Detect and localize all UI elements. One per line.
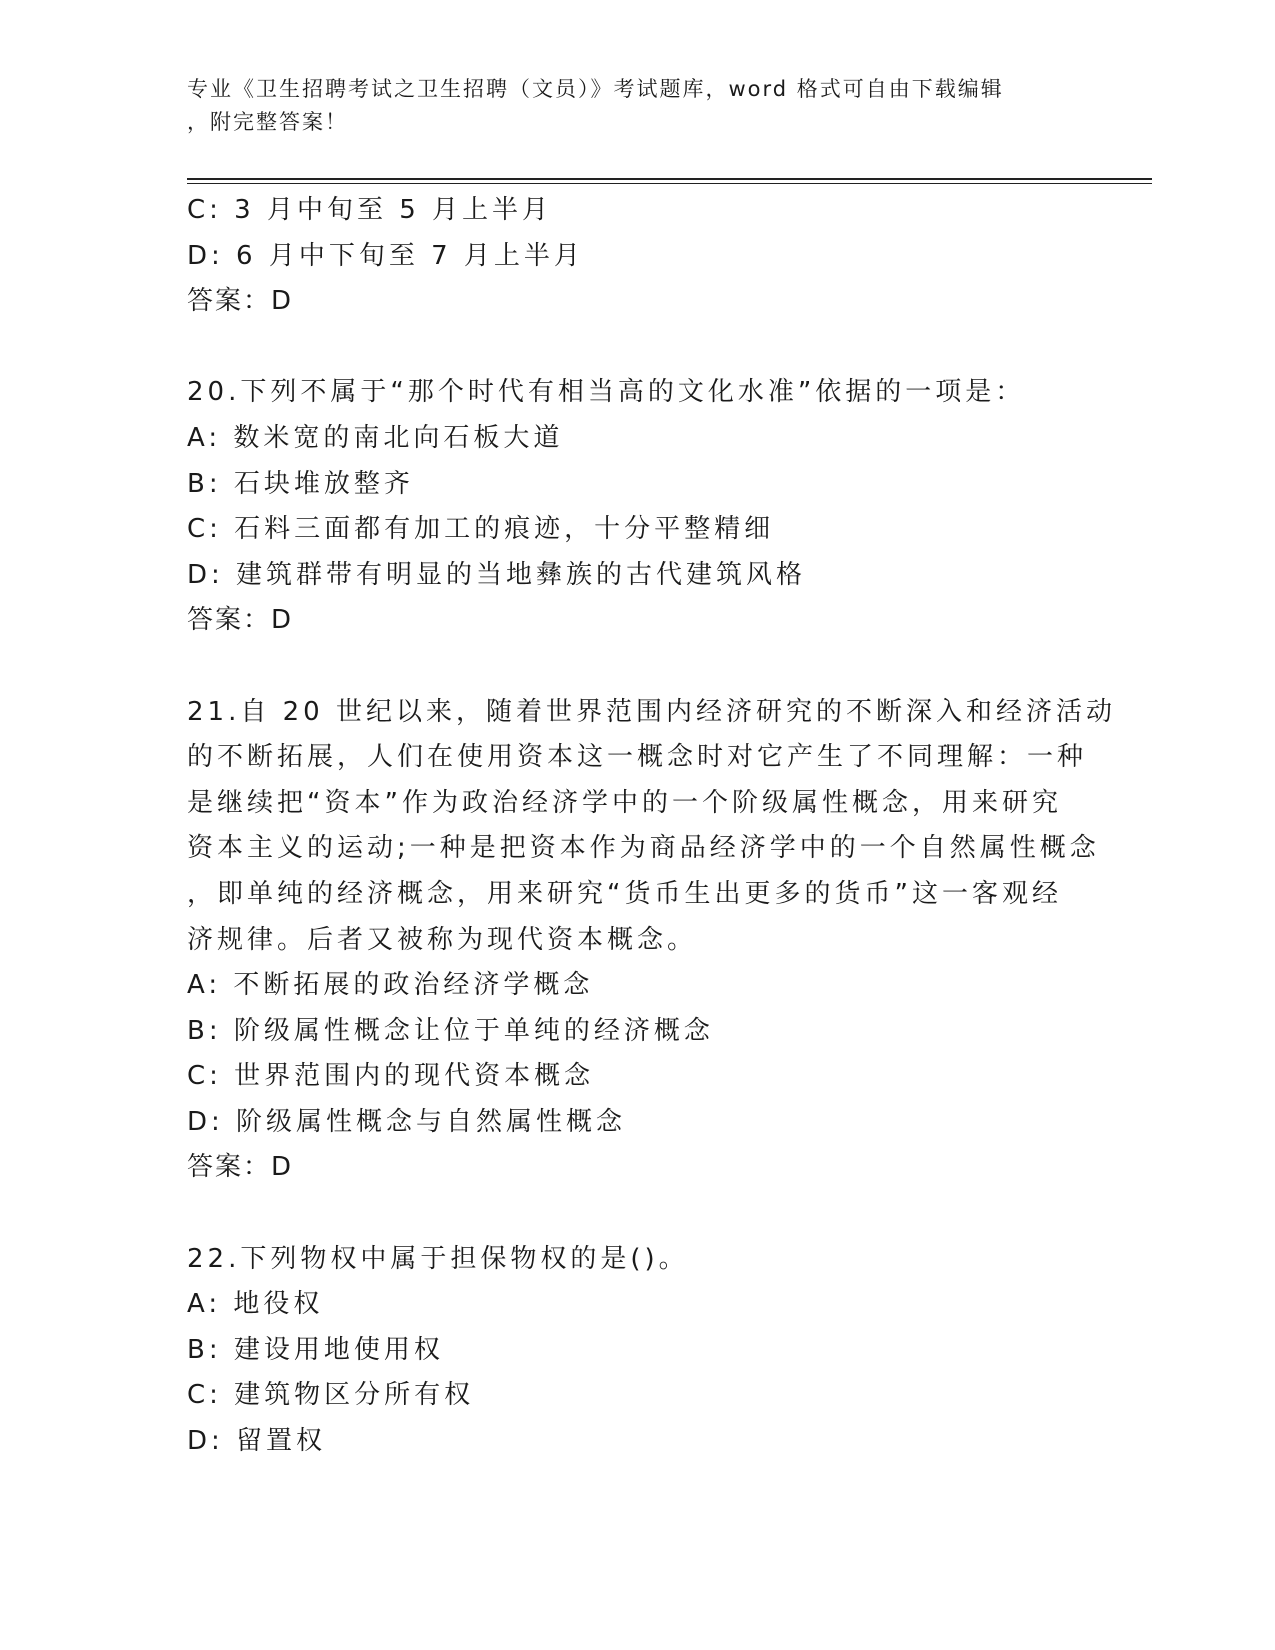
question-content: [187, 188, 1116, 1465]
option-b: B: 石块堆放整齐: [187, 468, 414, 499]
option-d: D: 阶级属性概念与自然属性概念: [187, 1106, 627, 1137]
answer-line: 答案：D: [187, 286, 294, 317]
option-c: C: 3 月中旬至 5 月上半月: [187, 195, 553, 225]
question-block-19: [187, 188, 1087, 325]
question-block-21: [187, 690, 1116, 1192]
option-b: B: 阶级属性概念让位于单纯的经济概念: [187, 1015, 714, 1046]
question-stem-line: 的不断拓展，人们在使用资本这一概念时对它产生了不同理解：一种: [187, 742, 1088, 773]
header-rule-thick: [187, 178, 1152, 180]
question-stem-line: ，即单纯的经济概念，用来研究“货币生出更多的货币”这一客观经: [187, 878, 1062, 909]
answer-line: 答案：D: [187, 1152, 294, 1183]
option-d: D: 6 月中下旬至 7 月上半月: [187, 240, 584, 271]
option-b: B: 建设用地使用权: [187, 1334, 444, 1365]
option-a: A: 地役权: [187, 1289, 324, 1320]
option-d: D: 建筑群带有明显的当地彝族的古代建筑风格: [187, 559, 807, 590]
option-c: C: 建筑物区分所有权: [187, 1380, 475, 1411]
question-block-22: [187, 1237, 1087, 1465]
spacer: [187, 1191, 1087, 1237]
question-stem: 20.下列不属于“那个时代有相当高的文化水准”依据的一项是：: [187, 377, 1026, 408]
header-rule-thin: [187, 183, 1152, 184]
option-a: A: 数米宽的南北向石板大道: [187, 422, 564, 453]
question-stem-line: 是继续把“资本”作为政治经济学中的一个阶级属性概念，用来研究: [187, 787, 1062, 818]
header-line-1: 专业《卫生招聘考试之卫生招聘（文员）》考试题库，word 格式可自由下载编辑: [187, 77, 1004, 101]
question-stem-line: 资本主义的运动;一种是把资本作为商品经济学中的一个自然属性概念: [187, 833, 1100, 864]
spacer: [187, 325, 1087, 371]
question-stem-line: 济规律。后者又被称为现代资本概念。: [187, 924, 698, 955]
option-c: C: 世界范围内的现代资本概念: [187, 1061, 595, 1092]
document-header: [187, 73, 1067, 139]
question-stem: 22.下列物权中属于担保物权的是()。: [187, 1243, 689, 1274]
spacer: [187, 644, 1087, 690]
header-line-2: ，附完整答案！: [187, 110, 348, 134]
question-block-20: [187, 370, 1087, 644]
option-d: D: 留置权: [187, 1426, 327, 1457]
option-c: C: 石料三面都有加工的痕迹，十分平整精细: [187, 514, 775, 545]
option-a: A: 不断拓展的政治经济学概念: [187, 970, 594, 1001]
answer-line: 答案：D: [187, 605, 294, 636]
question-stem-line: 21.自 20 世纪以来，随着世界范围内经济研究的不断深入和经济活动: [187, 696, 1116, 727]
